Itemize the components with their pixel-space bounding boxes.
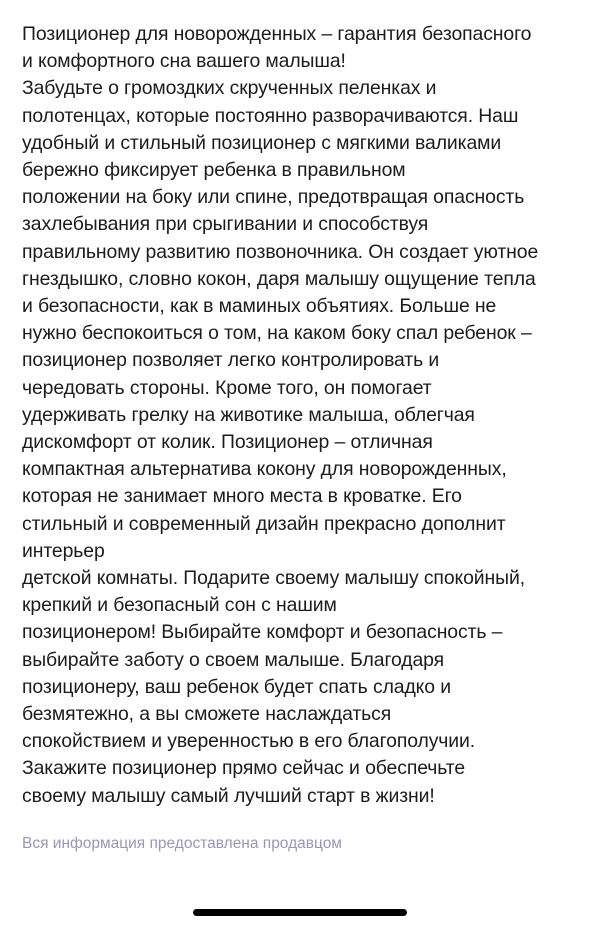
description-line: нужно беспокоиться о том, на каком боку спал ребенок – — [22, 322, 532, 345]
description-line: и комфортного сна вашего малыша! — [22, 50, 346, 73]
description-line: детской комнаты. Подарите своему малышу спокойный, — [22, 567, 525, 590]
description-line: дискомфорт от колик. Позиционер – отличная — [22, 431, 433, 454]
description-line: которая не занимает много места в кроватке. Его — [22, 485, 462, 508]
description-line: бережно фиксирует ребенка в правильном — [22, 159, 406, 182]
seller-info-note: Вся информация предоставлена продавцом — [22, 835, 342, 852]
description-line: чередовать стороны. Кроме того, он помогает — [22, 376, 432, 399]
description-line: удерживать грелку на животике малыша, облегчая — [22, 403, 475, 426]
description-line: Забудьте о громоздких скрученных пеленках и — [22, 77, 437, 100]
home-indicator[interactable] — [193, 909, 407, 916]
description-line: захлебывания при срыгивании и способствуя — [22, 213, 429, 236]
description-line: спокойствием и уверенностью в его благополучии. — [22, 730, 476, 753]
description-line: своему малышу самый лучший старт в жизни! — [22, 784, 435, 807]
description-line: Позиционер для новорожденных – гарантия безопасного — [22, 23, 532, 45]
description-line: позиционеру, ваш ребенок будет спать сладко и — [22, 675, 451, 698]
description-line: гнездышко, словно кокон, даря малышу ощущение тепла — [22, 267, 536, 290]
description-line: крепкий и безопасный сон с нашим — [22, 594, 337, 617]
product-description — [22, 21, 587, 810]
description-line: удобный и стильный позиционер с мягкими валиками — [22, 131, 502, 154]
description-line: положении на боку или спине, предотвращая опасность — [22, 186, 525, 209]
description-line: позиционер позволяет легко контролировать и — [22, 349, 440, 372]
description-line: выбирайте заботу о своем малыше. Благодаря — [22, 648, 445, 671]
description-line: полотенцах, которые постоянно разворачиваются. Наш — [22, 104, 519, 127]
description-line: и безопасности, как в маминых объятиях. Больше не — [22, 295, 497, 318]
description-line: позиционером! Выбирайте комфорт и безопасность – — [22, 621, 503, 644]
description-line: Закажите позиционер прямо сейчас и обеспечьте — [22, 757, 465, 780]
description-line: интерьер — [22, 539, 105, 562]
description-line: правильному развитию позвоночника. Он создает уютное — [22, 240, 539, 263]
description-line: компактная альтернатива кокону для новорожденных, — [22, 458, 507, 481]
description-line: стильный и современный дизайн прекрасно дополнит — [22, 512, 506, 535]
description-line: безмятежно, а вы сможете наслаждаться — [22, 703, 392, 726]
